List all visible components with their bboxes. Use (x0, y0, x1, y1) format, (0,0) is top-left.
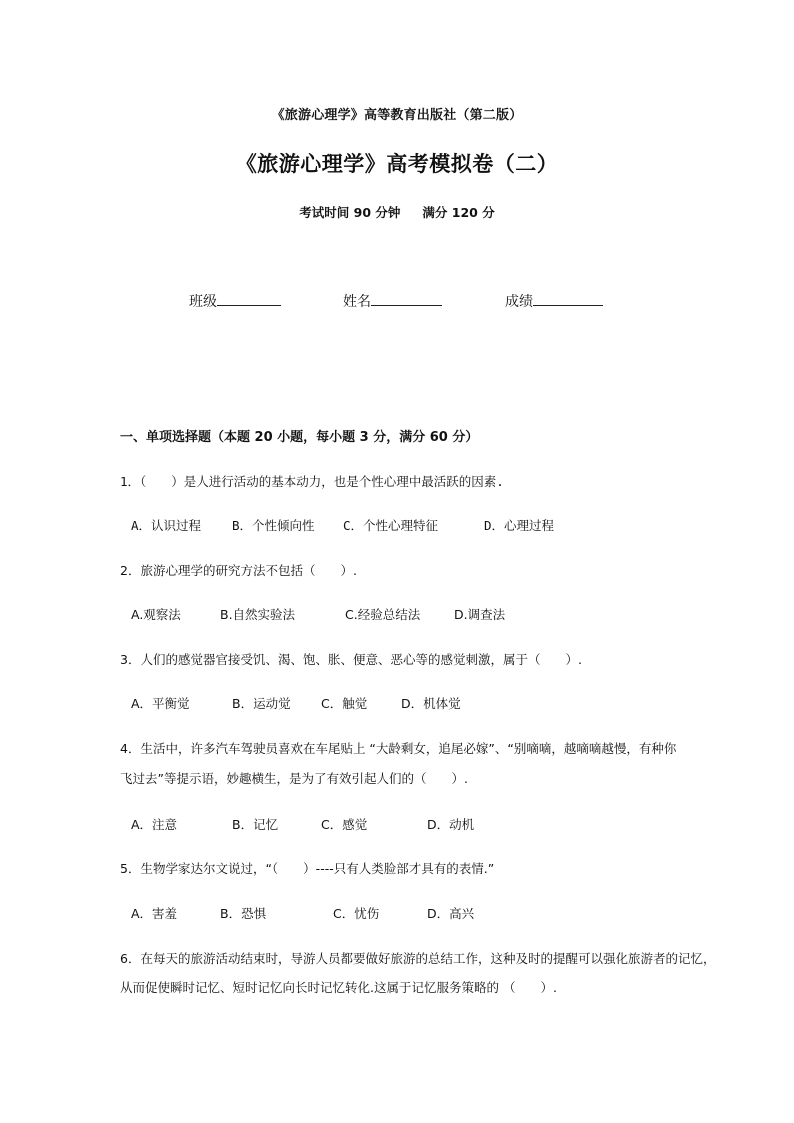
option-c: C．忧伤 (333, 906, 380, 921)
score-label: 成绩 (505, 294, 533, 310)
option-a: A．害羞 (131, 906, 178, 921)
class-field (189, 291, 281, 311)
full-score: 满分 120 分 (422, 205, 495, 220)
question-stem: 1．（ ）是人进行活动的基本动力，也是个性心理中最活跃的因素. (120, 474, 504, 489)
question-stem-line1: 4．生活中，许多汽车驾驶员喜欢在车尾贴上 “大龄剩女，追尾必嫁”、“别嘀嘀，越嘀嘀越慢，有种你 (120, 741, 677, 756)
option-c: C．感觉 (321, 817, 368, 832)
exam-info (0, 203, 794, 221)
option-c: C．触觉 (321, 696, 368, 711)
question-stem: 2．旅游心理学的研究方法不包括（ ）. (120, 563, 357, 578)
option-c: C.经验总结法 (345, 607, 421, 622)
option-a: A.观察法 (131, 607, 181, 622)
class-label: 班级 (189, 294, 217, 310)
option-d: D．机体觉 (401, 696, 461, 711)
question-stem: 3．人们的感觉器官接受饥、渴、饱、胀、便意、恶心等的感觉刺激，属于（ ）. (120, 652, 582, 667)
score-blank[interactable] (533, 291, 603, 306)
question-stem-line2: 从而促使瞬时记忆、短时记忆向长时记忆转化.这属于记忆服务策略的 （ ）. (120, 980, 557, 995)
option-a: A．注意 (131, 817, 178, 832)
option-b: B．记忆 (232, 817, 279, 832)
option-d: D．心理过程 (484, 518, 555, 533)
option-b: B.自然实验法 (220, 607, 296, 622)
name-field (343, 291, 442, 311)
exam-time: 考试时间 90 分钟 (299, 205, 401, 220)
name-blank[interactable] (371, 291, 442, 306)
option-b: B．运动觉 (232, 696, 291, 711)
option-b: B．恐惧 (220, 906, 267, 921)
option-d: D．高兴 (427, 906, 475, 921)
question-stem-line1: 6．在每天的旅游活动结束时，导游人员都要做好旅游的总结工作，这种及时的提醒可以强化旅游者的记忆， (120, 951, 716, 966)
name-label: 姓名 (343, 294, 371, 310)
section-heading: 一、单项选择题（本题 20 小题，每小题 3 分，满分 60 分） (120, 430, 479, 445)
question-stem: 5．生物学家达尔文说过，“（ ）----只有人类脸部才具有的表情.” (120, 861, 495, 876)
document-subtitle: 《旅游心理学》高等教育出版社（第二版） (271, 108, 523, 123)
class-blank[interactable] (217, 291, 281, 306)
question-stem-line2: 飞过去”等提示语，妙趣横生，是为了有效引起人们的（ ）. (120, 771, 468, 786)
option-c: C．个性心理特征 (343, 518, 439, 533)
score-field (505, 291, 603, 311)
option-a: A．认识过程 (131, 518, 202, 533)
option-d: D.调查法 (454, 607, 506, 622)
document-title: 《旅游心理学》高考模拟卷（二） (235, 152, 559, 176)
option-d: D．动机 (427, 817, 475, 832)
option-b: B．个性倾向性 (232, 518, 315, 533)
option-a: A．平衡觉 (131, 696, 190, 711)
